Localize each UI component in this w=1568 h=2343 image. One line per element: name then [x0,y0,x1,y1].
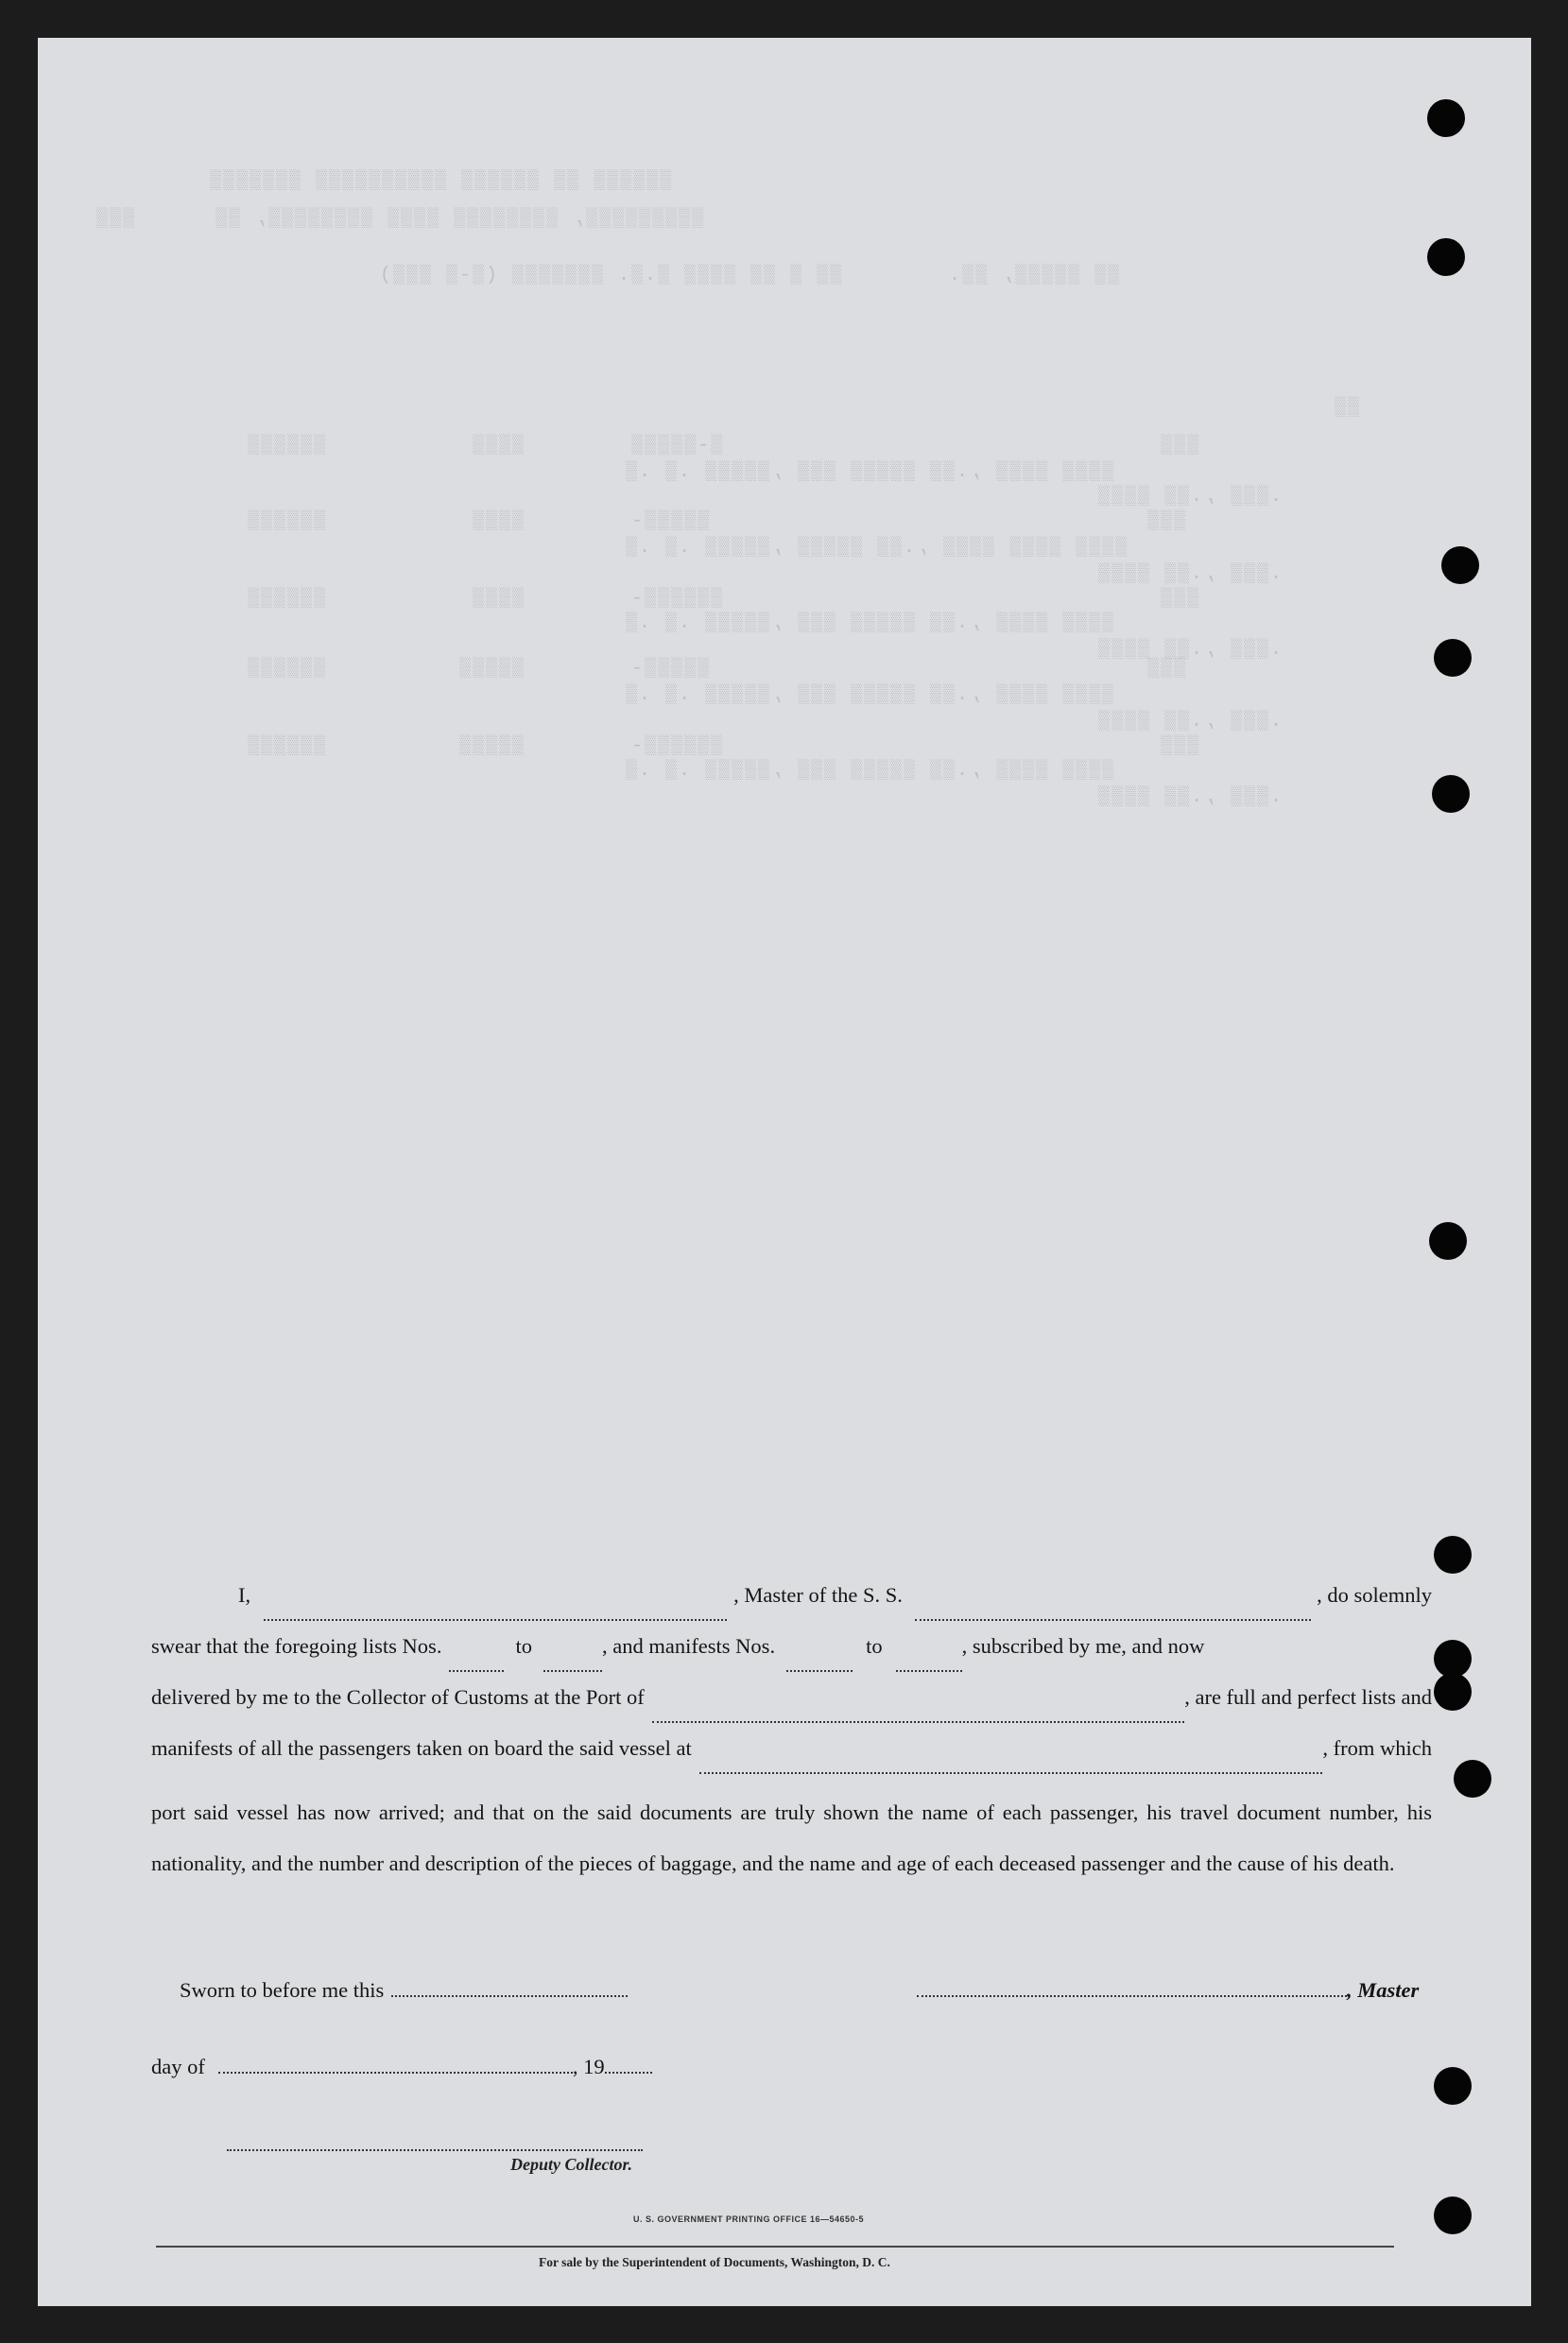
deputy-signature-field[interactable] [227,2149,643,2151]
oath-line-1 [151,1583,1432,1634]
punch-hole [1434,1673,1472,1711]
oath-lists-nos: swear that the foregoing lists Nos. [151,1634,442,1658]
oath-subscribed: , subscribed by me, and now [961,1634,1205,1658]
embarkation-port-field[interactable] [699,1772,1323,1774]
master-signature-line [917,1978,1419,2003]
sworn-line [180,1978,628,2003]
master-signature-field[interactable] [917,1995,1347,1997]
punch-hole [1427,238,1465,276]
oath-line-2 [151,1634,1432,1685]
oath-to-2: to [866,1634,883,1658]
punch-hole [1434,2197,1472,2234]
bleed-through-text: ▒▒▒▒▒▒ ▒▒ ▒▒▒▒▒▒ ▒▒▒▒▒▒▒▒▒▒ ▒▒▒▒▒▒▒ ▒▒▒▒▒▒▒▒▒, ▒▒▒▒▒▒▒▒ ▒▒▒▒ ▒▒▒▒▒▒▒▒, ▒▒ ▒▒▒ ▒▒ ▒▒▒▒▒, ▒▒. ▒▒ ▒ ▒▒ ▒▒▒▒ ▒.▒. ▒▒▒▒▒▒▒ (▒-▒ ▒▒▒) ▒▒ ▒▒▒ ▒-▒▒▒▒▒ ▒▒▒▒ ▒▒▒▒▒▒ ▒▒▒▒ ▒▒▒▒ ,.▒▒ ▒▒▒▒▒ ▒▒▒ ,▒▒▒▒▒ .▒ .▒ .▒▒▒ ,.▒▒ ▒▒▒▒ ▒▒▒ ▒▒▒▒▒- ▒▒▒▒ ▒▒▒▒▒▒ ▒▒▒▒ ▒▒▒▒ ▒▒▒▒ ,.▒▒ ▒▒▒▒▒ ,▒▒▒▒▒ .▒ .▒ .▒▒▒ ,.▒▒ ▒▒▒▒ ▒▒▒ ▒▒▒▒▒▒- ▒▒▒▒ ▒▒▒▒▒▒ ▒▒▒▒ ▒▒▒▒ ,.▒▒ ▒▒▒▒▒ ▒▒▒ ,▒▒▒▒▒ .▒ .▒ .▒▒▒ ,.▒▒ ▒▒▒▒ ▒▒▒ ▒▒▒▒▒- ▒▒▒▒▒ ▒▒▒▒▒▒ ▒▒▒▒ ▒▒▒▒ ,.▒▒ ▒▒▒▒▒ ▒▒▒ ,▒▒▒▒▒ .▒ .▒ .▒▒▒ ,.▒▒ ▒▒▒▒ ▒▒▒ ▒▒▒▒▒▒- ▒▒▒▒▒ ▒▒▒▒▒▒ ▒▒▒▒ ▒▒▒▒ ,.▒▒ ▒▒▒▒▒ ▒▒▒ ,▒▒▒▒▒ .▒ .▒ .▒▒▒ ,.▒▒ ▒▒▒▒ [95,170,1360,808]
punch-hole [1429,1222,1467,1260]
gpo-imprint: U. S. GOVERNMENT PRINTING OFFICE 16—54650-5 [633,2214,865,2224]
punch-hole [1432,775,1470,813]
oath-taken-on-board: manifests of all the passengers taken on board the said vessel at [151,1736,692,1760]
punch-hole [1434,1640,1472,1678]
oath-line-4 [151,1736,1432,1787]
oath-to-1: to [515,1634,532,1658]
day-of-label: day of [151,2055,205,2078]
oath-statement [151,1583,1432,1889]
punch-hole [1427,99,1465,137]
master-name-field[interactable] [264,1619,727,1621]
port-field[interactable] [652,1721,1184,1723]
oath-i: I, [238,1583,251,1607]
master-label: , Master [1347,1978,1420,2002]
punch-hole [1454,1760,1491,1798]
oath-line-3 [151,1685,1432,1736]
day-of-line [151,2055,652,2079]
oath-master-of-ss: , Master of the S. S. [733,1583,903,1607]
for-sale-notice: For sale by the Superintendent of Documents, Washington, D. C. [539,2255,890,2269]
manifest-page [38,38,1531,2306]
manifest-no-from-field[interactable] [786,1670,853,1672]
list-no-from-field[interactable] [449,1670,504,1672]
punch-hole [1441,546,1479,584]
sworn-label: Sworn to before me this [180,1978,385,2002]
punch-hole [1434,2067,1472,2105]
oath-paragraph: port said vessel has now arrived; and that on the said documents are truly shown the name of each passenger, his travel document number, his nationality, and the number and description of the pieces of baggage, and the name and age of each deceased passenger and the cause of his death. [151,1800,1432,1875]
oath-collector-port: delivered by me to the Collector of Customs at the Port of [151,1685,645,1709]
list-no-to-field[interactable] [543,1670,602,1672]
footer-rule [156,2246,1394,2248]
sworn-date-field[interactable] [391,1995,628,1997]
oath-manifests-nos: , and manifests Nos. [601,1634,776,1658]
oath-from-which: , from which [1322,1736,1432,1760]
ship-name-field[interactable] [915,1619,1311,1621]
punch-hole [1434,1536,1472,1574]
oath-full-perfect: , are full and perfect lists and [1184,1685,1432,1709]
deputy-collector-label: Deputy Collector. [510,2155,632,2174]
year-prefix: , 19 [572,2055,605,2078]
year-field[interactable] [605,2072,652,2074]
punch-hole [1434,639,1472,677]
day-of-field[interactable] [218,2072,573,2074]
manifest-no-to-field[interactable] [896,1670,962,1672]
oath-solemnly: , do solemnly [1317,1583,1432,1607]
